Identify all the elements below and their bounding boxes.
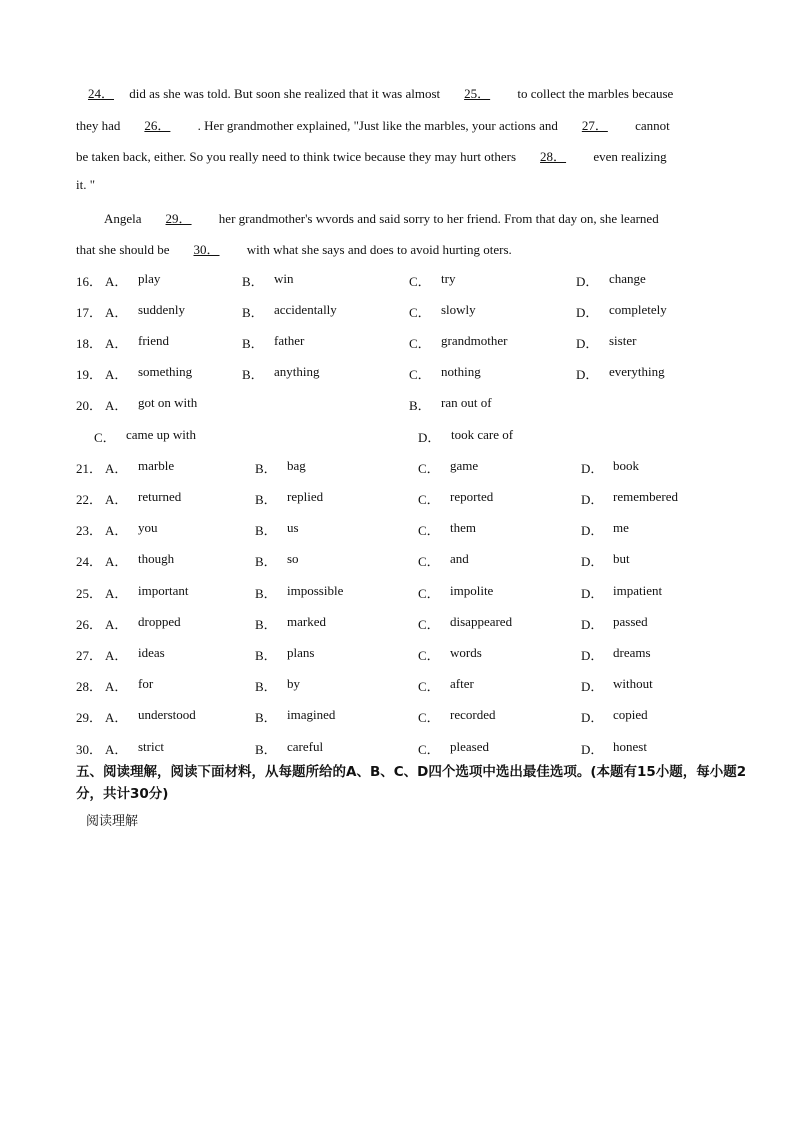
option-label: D． xyxy=(576,274,599,289)
option-text: marked xyxy=(287,614,326,629)
question-number: 20． xyxy=(76,398,103,413)
option-text: completely xyxy=(609,302,667,317)
option-label: C． xyxy=(409,336,431,351)
option-text: suddenly xyxy=(138,302,185,317)
passage-line xyxy=(76,115,670,134)
option-label: D． xyxy=(576,367,599,382)
option-label: A． xyxy=(105,710,128,725)
question-row xyxy=(76,271,736,291)
option-text: copied xyxy=(613,707,648,722)
option-text: but xyxy=(613,551,630,566)
question-row xyxy=(76,489,736,509)
option-label: B． xyxy=(255,742,277,757)
option-label: D． xyxy=(418,430,441,445)
option-label: A． xyxy=(105,367,128,382)
option-label: B． xyxy=(255,523,277,538)
option-label: B． xyxy=(255,679,277,694)
question-number: 17． xyxy=(76,305,103,320)
option-text: remembered xyxy=(613,489,678,504)
option-label: B． xyxy=(255,461,277,476)
option-text: game xyxy=(450,458,479,473)
option-text: important xyxy=(138,583,189,598)
option-label: B． xyxy=(255,648,277,663)
option-text: book xyxy=(613,458,639,473)
option-label: D． xyxy=(581,523,604,538)
passage-text: Angela xyxy=(104,211,142,226)
option-text: by xyxy=(287,676,300,691)
option-label: C． xyxy=(94,430,116,445)
option-label: B． xyxy=(242,336,264,351)
option-label: A． xyxy=(105,554,128,569)
option-label: D． xyxy=(581,461,604,476)
option-text: after xyxy=(450,676,474,691)
option-label: B． xyxy=(255,710,277,725)
option-label: D． xyxy=(581,742,604,757)
option-text: imagined xyxy=(287,707,336,722)
option-text: accidentally xyxy=(274,302,337,317)
option-text: honest xyxy=(613,739,647,754)
blank-28: 28． xyxy=(540,149,567,164)
option-text: slowly xyxy=(441,302,476,317)
option-text: took care of xyxy=(451,427,514,442)
question-row xyxy=(76,583,736,603)
option-text: replied xyxy=(287,489,324,504)
option-text: recorded xyxy=(450,707,496,722)
option-label: A． xyxy=(105,586,128,601)
option-text: anything xyxy=(274,364,320,379)
passage-line xyxy=(76,83,673,102)
blank-27: 27． xyxy=(581,118,608,133)
option-text: play xyxy=(138,271,161,286)
passage-line xyxy=(76,239,512,258)
option-text: dreams xyxy=(613,645,651,660)
option-label: A． xyxy=(105,648,128,663)
option-label: A． xyxy=(105,679,128,694)
option-text: sister xyxy=(609,333,637,348)
passage-text: be taken back, either. So you really need to think twice because they may hurt others xyxy=(76,149,517,164)
question-number: 16． xyxy=(76,274,103,289)
option-label: C． xyxy=(418,679,440,694)
option-label: B． xyxy=(255,554,277,569)
option-text: them xyxy=(450,520,476,535)
option-text: though xyxy=(138,551,175,566)
passage-text: to collect the marbles because xyxy=(514,86,674,101)
passage-text: with what she says and does to avoid hurting oters. xyxy=(243,242,512,257)
question-number: 29． xyxy=(76,710,103,725)
option-label: A． xyxy=(105,617,128,632)
option-text: dropped xyxy=(138,614,181,629)
option-label: A． xyxy=(105,398,128,413)
option-label: C． xyxy=(409,305,431,320)
question-number: 21． xyxy=(76,461,103,476)
question-number: 18． xyxy=(76,336,103,351)
option-text: ran out of xyxy=(441,395,492,410)
option-text: bag xyxy=(287,458,306,473)
question-row xyxy=(76,520,736,540)
question-row xyxy=(76,676,736,696)
option-label: A． xyxy=(105,274,128,289)
passage-text: her grandmother's wvords and said sorry to her friend. From that day on, she learned xyxy=(215,211,659,226)
option-label: C． xyxy=(409,367,431,382)
question-number: 26． xyxy=(76,617,103,632)
option-label: A． xyxy=(105,492,128,507)
option-text: words xyxy=(450,645,482,660)
question-row xyxy=(76,551,736,571)
option-text: everything xyxy=(609,364,665,379)
passage-text: . Her grandmother explained, "Just like the marbles, your actions and xyxy=(194,118,558,133)
option-text: something xyxy=(138,364,193,379)
option-label: A． xyxy=(105,523,128,538)
question-row xyxy=(76,333,736,353)
option-label: C． xyxy=(418,617,440,632)
option-label: D． xyxy=(581,617,604,632)
question-number: 27． xyxy=(76,648,103,663)
question-row xyxy=(76,458,736,478)
option-text: passed xyxy=(613,614,648,629)
passage-text: that she should be xyxy=(76,242,170,257)
option-label: B． xyxy=(242,274,264,289)
passage-line xyxy=(76,146,667,165)
option-text: try xyxy=(441,271,456,286)
blank-25: 25． xyxy=(464,86,491,101)
question-row xyxy=(76,427,736,447)
option-text: and xyxy=(450,551,469,566)
option-label: C． xyxy=(418,586,440,601)
option-label: D． xyxy=(581,648,604,663)
option-label: C． xyxy=(418,461,440,476)
passage-text: they had xyxy=(76,118,121,133)
option-text: impossible xyxy=(287,583,344,598)
option-label: D． xyxy=(576,336,599,351)
question-number: 24． xyxy=(76,554,103,569)
passage-text: did as she was told. But soon she realized that it was almost xyxy=(126,86,441,101)
option-text: win xyxy=(274,271,294,286)
passage-line xyxy=(76,177,95,193)
option-label: C． xyxy=(418,492,440,507)
option-text: impatient xyxy=(613,583,663,598)
question-number: 23． xyxy=(76,523,103,538)
option-text: so xyxy=(287,551,299,566)
option-label: B． xyxy=(255,492,277,507)
option-label: C． xyxy=(418,554,440,569)
section-subheading: 阅读理解 xyxy=(86,814,139,829)
option-label: C． xyxy=(418,710,440,725)
option-text: father xyxy=(274,333,305,348)
option-text: reported xyxy=(450,489,494,504)
option-label: C． xyxy=(418,742,440,757)
option-label: A． xyxy=(105,305,128,320)
option-text: impolite xyxy=(450,583,494,598)
question-number: 30． xyxy=(76,742,103,757)
option-text: disappeared xyxy=(450,614,513,629)
passage-line xyxy=(104,208,659,227)
question-row xyxy=(76,645,736,665)
option-label: D． xyxy=(576,305,599,320)
question-row xyxy=(76,302,736,322)
option-text: us xyxy=(287,520,299,535)
option-label: A． xyxy=(105,336,128,351)
option-label: D． xyxy=(581,679,604,694)
option-text: change xyxy=(609,271,646,286)
question-row xyxy=(76,739,736,759)
question-row xyxy=(76,395,736,415)
question-number: 22． xyxy=(76,492,103,507)
option-label: B． xyxy=(242,305,264,320)
blank-24: 24． xyxy=(87,86,114,101)
question-number: 28． xyxy=(76,679,103,694)
option-text: marble xyxy=(138,458,175,473)
question-row xyxy=(76,707,736,727)
option-label: D． xyxy=(581,492,604,507)
passage-text: even realizing xyxy=(590,149,667,164)
option-text: you xyxy=(138,520,158,535)
option-text: nothing xyxy=(441,364,481,379)
option-label: B． xyxy=(255,586,277,601)
blank-26: 26． xyxy=(144,118,171,133)
option-text: came up with xyxy=(126,427,197,442)
option-text: returned xyxy=(138,489,182,504)
question-row xyxy=(76,614,736,634)
option-text: plans xyxy=(287,645,315,660)
option-text: strict xyxy=(138,739,164,754)
option-label: C． xyxy=(409,274,431,289)
option-label: B． xyxy=(255,617,277,632)
option-text: friend xyxy=(138,333,170,348)
option-text: without xyxy=(613,676,653,691)
option-text: ideas xyxy=(138,645,165,660)
blank-30: 30． xyxy=(193,242,220,257)
option-text: got on with xyxy=(138,395,198,410)
option-text: understood xyxy=(138,707,196,722)
option-text: careful xyxy=(287,739,324,754)
option-label: A． xyxy=(105,461,128,476)
question-number: 19． xyxy=(76,367,103,382)
option-text: grandmother xyxy=(441,333,508,348)
option-label: C． xyxy=(418,523,440,538)
option-label: C． xyxy=(418,648,440,663)
passage-text: it. " xyxy=(76,177,96,192)
passage-text: cannot xyxy=(631,118,670,133)
option-label: B． xyxy=(242,367,264,382)
section-heading: 五、阅读理解，阅读下面材料，从每题所给的A、B、C、D四个选项中选出最佳选项。(本题有15小题，每小题2分，共计30分) xyxy=(76,764,747,802)
blank-29: 29． xyxy=(165,211,192,226)
option-text: pleased xyxy=(450,739,489,754)
question-row xyxy=(76,364,736,384)
option-label: B． xyxy=(409,398,431,413)
option-label: D． xyxy=(581,554,604,569)
option-text: me xyxy=(613,520,629,535)
option-text: for xyxy=(138,676,154,691)
option-label: D． xyxy=(581,586,604,601)
option-label: D． xyxy=(581,710,604,725)
question-number: 25． xyxy=(76,586,103,601)
option-label: A． xyxy=(105,742,128,757)
